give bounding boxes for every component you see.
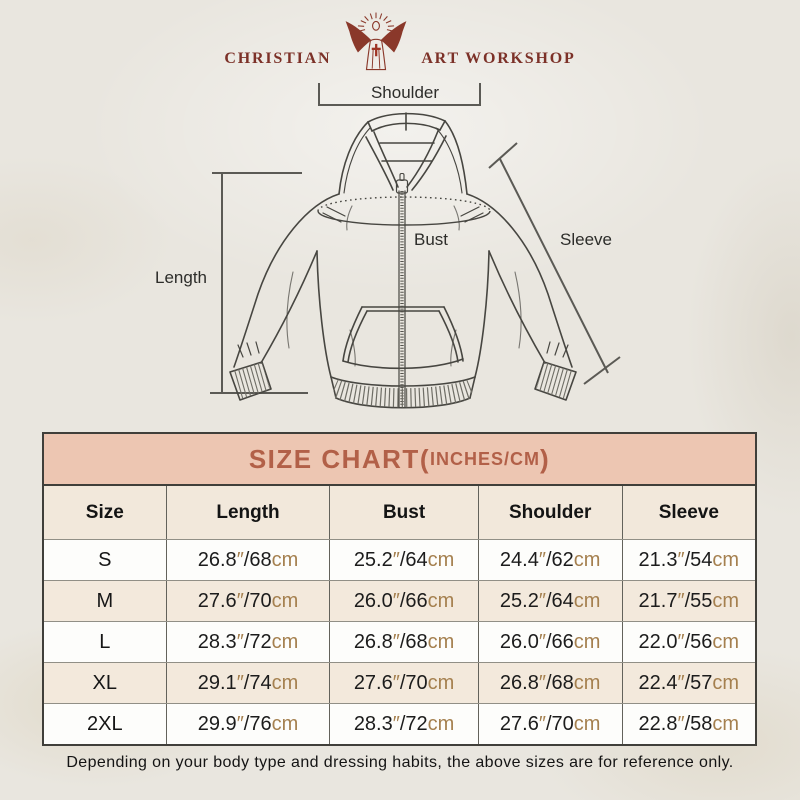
unit-separator: / — [684, 671, 691, 694]
cm-value: 70 — [405, 671, 428, 694]
inches-value: 26.0 — [353, 589, 393, 612]
brand-name-right: ART WORKSHOP — [421, 50, 576, 67]
measure-cell — [166, 622, 330, 662]
cm-label: cm — [427, 712, 455, 735]
cm-value: 56 — [690, 630, 713, 653]
inch-mark: ″ — [236, 630, 244, 653]
inch-mark: ″ — [236, 589, 244, 612]
measure-cell — [622, 581, 755, 621]
sleeve-measure-label: Sleeve — [560, 230, 612, 249]
unit-separator: / — [545, 712, 552, 735]
unit-separator: / — [243, 548, 250, 571]
inch-mark: ″ — [236, 548, 244, 571]
inch-mark: ″ — [392, 712, 400, 735]
cm-value: 58 — [690, 712, 713, 735]
unit-separator: / — [545, 589, 552, 612]
cm-value: 68 — [405, 630, 428, 653]
size-value: 2XL — [86, 712, 123, 735]
inch-mark: ″ — [538, 589, 546, 612]
inches-value: 21.3 — [638, 548, 678, 571]
table-header-row — [44, 484, 755, 539]
cm-label: cm — [573, 630, 601, 653]
inches-value: 22.8 — [638, 712, 678, 735]
unit-separator: / — [684, 589, 691, 612]
inches-value: 24.4 — [499, 548, 539, 571]
inch-mark: ″ — [538, 712, 546, 735]
unit-separator: / — [399, 630, 406, 653]
column-header-size: Size — [85, 501, 124, 523]
cm-value: 72 — [405, 712, 428, 735]
cm-value: 64 — [405, 548, 428, 571]
inch-mark: ″ — [538, 630, 546, 653]
size-value: XL — [92, 671, 118, 694]
unit-separator: / — [243, 630, 250, 653]
unit-separator: / — [243, 589, 250, 612]
cm-label: cm — [271, 671, 299, 694]
inches-value: 28.3 — [197, 630, 237, 653]
unit-separator: / — [545, 671, 552, 694]
cm-value: 74 — [249, 671, 272, 694]
measure-cell — [166, 704, 330, 744]
inch-mark: ″ — [677, 548, 685, 571]
title-unit-suffix: INCHES/CM — [429, 448, 540, 469]
inches-value: 29.1 — [197, 671, 237, 694]
inch-mark: ″ — [677, 630, 685, 653]
inch-mark: ″ — [236, 712, 244, 735]
table-row — [44, 703, 755, 744]
measure-cell — [478, 704, 622, 744]
inches-value: 27.6 — [197, 589, 237, 612]
measure-cell — [622, 622, 755, 662]
inches-value: 26.8 — [353, 630, 393, 653]
inch-mark: ″ — [677, 671, 685, 694]
cm-label: cm — [573, 589, 601, 612]
inch-mark: ″ — [392, 548, 400, 571]
size-value: M — [96, 589, 114, 612]
inch-mark: ″ — [392, 630, 400, 653]
unit-separator: / — [243, 671, 250, 694]
cm-value: 57 — [690, 671, 713, 694]
size-chart-title-bar — [44, 434, 755, 484]
inches-value: 21.7 — [638, 589, 678, 612]
cm-label: cm — [427, 589, 455, 612]
cm-label: cm — [712, 589, 740, 612]
cm-value: 72 — [249, 630, 272, 653]
size-value: S — [98, 548, 112, 571]
cm-value: 68 — [551, 671, 574, 694]
cm-value: 70 — [249, 589, 272, 612]
measure-cell — [622, 663, 755, 703]
measure-cell — [329, 663, 477, 703]
measure-cell — [166, 540, 330, 580]
inch-mark: ″ — [538, 548, 546, 571]
cm-label: cm — [712, 671, 740, 694]
cm-label: cm — [427, 548, 455, 571]
cm-label: cm — [271, 712, 299, 735]
column-header-shoulder: Shoulder — [478, 486, 622, 539]
measure-cell — [166, 663, 330, 703]
table-row — [44, 621, 755, 662]
cm-value: 76 — [249, 712, 272, 735]
inch-mark: ″ — [677, 589, 685, 612]
cm-value: 55 — [690, 589, 713, 612]
unit-separator: / — [399, 671, 406, 694]
measure-cell — [478, 581, 622, 621]
measure-cell — [329, 540, 477, 580]
cm-label: cm — [271, 589, 299, 612]
cm-value: 66 — [405, 589, 428, 612]
column-header-sleeve: Sleeve — [622, 486, 755, 539]
measure-cell — [329, 622, 477, 662]
measure-cell — [622, 704, 755, 744]
measure-cell — [329, 704, 477, 744]
cm-label: cm — [712, 630, 740, 653]
measure-cell — [478, 622, 622, 662]
title-close-paren: ) — [540, 443, 551, 474]
cm-label: cm — [271, 630, 299, 653]
unit-separator: / — [684, 548, 691, 571]
inches-value: 22.4 — [638, 671, 678, 694]
title-open-paren: ( — [419, 443, 430, 474]
cm-value: 62 — [551, 548, 574, 571]
inches-value: 27.6 — [353, 671, 393, 694]
cm-value: 64 — [551, 589, 574, 612]
measure-cell — [478, 540, 622, 580]
cm-value: 68 — [249, 548, 272, 571]
bust-measure-label: Bust — [413, 230, 449, 249]
unit-separator: / — [243, 712, 250, 735]
unit-separator: / — [545, 630, 552, 653]
cm-value: 70 — [551, 712, 574, 735]
inches-value: 26.8 — [499, 671, 539, 694]
shoulder-measure-label: Shoulder — [370, 83, 440, 102]
measure-cell — [478, 663, 622, 703]
column-header-bust: Bust — [329, 486, 477, 539]
size-chart-table — [42, 432, 757, 746]
measure-cell — [166, 581, 330, 621]
unit-separator: / — [684, 630, 691, 653]
unit-separator: / — [399, 548, 406, 571]
inches-value: 26.8 — [197, 548, 237, 571]
inch-mark: ″ — [236, 671, 244, 694]
inches-value: 29.9 — [197, 712, 237, 735]
inch-mark: ″ — [392, 671, 400, 694]
cm-label: cm — [573, 671, 601, 694]
cm-value: 66 — [551, 630, 574, 653]
unit-separator: / — [399, 712, 406, 735]
inch-mark: ″ — [677, 712, 685, 735]
inches-value: 25.2 — [353, 548, 393, 571]
inch-mark: ″ — [392, 589, 400, 612]
cm-label: cm — [573, 548, 601, 571]
cm-label: cm — [712, 548, 740, 571]
brand-name-left: CHRISTIAN — [224, 50, 332, 67]
cm-label: cm — [712, 712, 740, 735]
size-reference-note: Depending on your body type and dressing habits, the above sizes are for reference only. — [66, 754, 734, 771]
size-chart-title: SIZE CHART — [248, 443, 420, 474]
cm-label: cm — [427, 630, 455, 653]
unit-separator: / — [684, 712, 691, 735]
inches-value: 27.6 — [499, 712, 539, 735]
length-measure-label: Length — [155, 268, 207, 287]
inches-value: 26.0 — [499, 630, 539, 653]
column-header-length: Length — [166, 486, 330, 539]
measure-cell — [622, 540, 755, 580]
inches-value: 25.2 — [499, 589, 539, 612]
table-row — [44, 580, 755, 621]
inches-value: 22.0 — [638, 630, 678, 653]
table-row — [44, 662, 755, 703]
inch-mark: ″ — [538, 671, 546, 694]
cm-label: cm — [427, 671, 455, 694]
unit-separator: / — [545, 548, 552, 571]
unit-separator: / — [399, 589, 406, 612]
measure-cell — [329, 581, 477, 621]
cm-label: cm — [271, 548, 299, 571]
cm-value: 54 — [690, 548, 713, 571]
size-value: L — [99, 630, 111, 653]
inches-value: 28.3 — [353, 712, 393, 735]
cm-label: cm — [573, 712, 601, 735]
table-row — [44, 539, 755, 580]
